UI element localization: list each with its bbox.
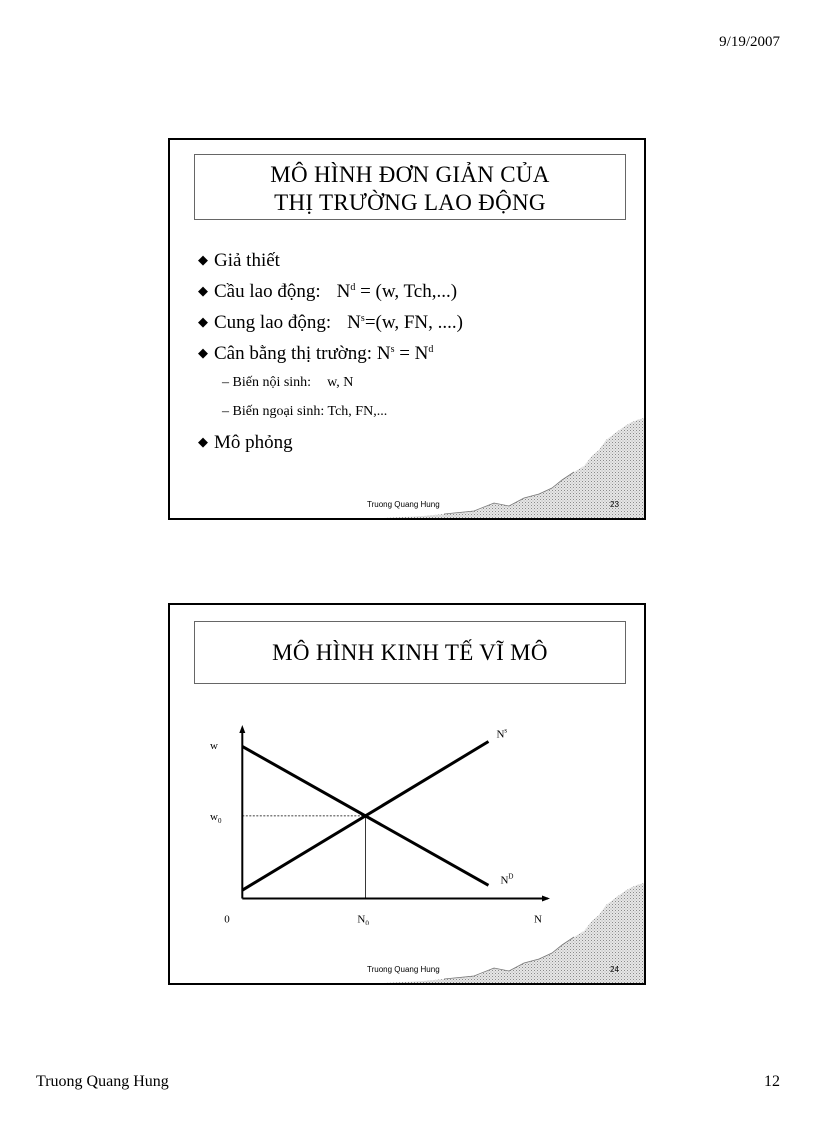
slide-number: 24 [610, 965, 619, 974]
slide-title-box [194, 154, 626, 220]
slide-24 [168, 603, 646, 985]
formula-superscript: d [428, 344, 434, 355]
formula-superscript: d [350, 282, 356, 293]
bullet-text: Cung lao động: [214, 312, 332, 333]
equilibrium-quantity-label: $N_0$ [357, 913, 369, 925]
formula-superscript: s [390, 344, 395, 355]
y-axis-label: w [210, 740, 218, 752]
slide-footer: Truong Quang Hung [367, 965, 440, 974]
diamond-bullet-icon: ◆ [198, 434, 208, 449]
diamond-bullet-icon: ◆ [198, 252, 208, 267]
bullet-assumption [198, 244, 618, 275]
page-date: 9/19/2007 [719, 34, 780, 50]
sub-bullet-text: – Biến nội sinh: [222, 375, 312, 390]
page-author: Truong Quang Hung [36, 1073, 169, 1090]
slide-number: 23 [610, 500, 619, 509]
supply-label: $N^s$ [496, 726, 508, 741]
formula-text: = N [394, 343, 429, 364]
slide-footer: Truong Quang Hung [367, 500, 440, 509]
subscript: 0 [365, 919, 369, 925]
diamond-bullet-icon: ◆ [198, 314, 208, 329]
formula-text: = (w, Tch,...) [355, 281, 458, 302]
sub-bullet-text: – Biến ngoại sinh: Tch, FN,... [222, 404, 388, 419]
slide-title-line-1: MÔ HÌNH ĐƠN GIẢN CỦA [270, 162, 550, 187]
slide-title: MÔ HÌNH KINH TẾ VĨ MÔ [272, 640, 548, 665]
x-axis-label: N [534, 913, 542, 925]
bullet-market-equilibrium [198, 337, 618, 368]
formula-text: =(w, FN, ....) [364, 312, 463, 333]
diamond-bullet-icon: ◆ [198, 345, 208, 360]
slide-23 [168, 138, 646, 520]
subscript: 0 [217, 816, 222, 825]
y-axis-arrow-icon [239, 725, 245, 733]
bullet-text: Mô phỏng [214, 432, 293, 453]
series-label-superscript: s [504, 726, 508, 735]
bullet-text: Cân bằng thị trường: N [214, 343, 391, 364]
formula-symbol: N [347, 312, 361, 333]
slide-title-line-2: THỊ TRƯỜNG LAO ĐỘNG [274, 190, 546, 215]
sub-bullet-endogenous [198, 368, 618, 397]
bullet-text: Cầu lao động: [214, 281, 321, 302]
bullet-labor-demand [198, 275, 618, 306]
demand-label: $N^D$ [500, 872, 514, 887]
formula-symbol: N [336, 281, 351, 302]
page-number: 12 [764, 1073, 780, 1090]
bullet-text: Giả thiết [214, 250, 280, 271]
slide-title-box [194, 621, 626, 684]
equilibrium-wage-label: $w_0$ [210, 810, 222, 825]
origin-label: 0 [224, 913, 230, 925]
bullet-labor-supply [198, 306, 618, 337]
diamond-bullet-icon: ◆ [198, 283, 208, 298]
formula-superscript: s [360, 313, 365, 324]
series-label-superscript: D [508, 872, 514, 881]
sub-bullet-value: w, N [327, 375, 354, 390]
